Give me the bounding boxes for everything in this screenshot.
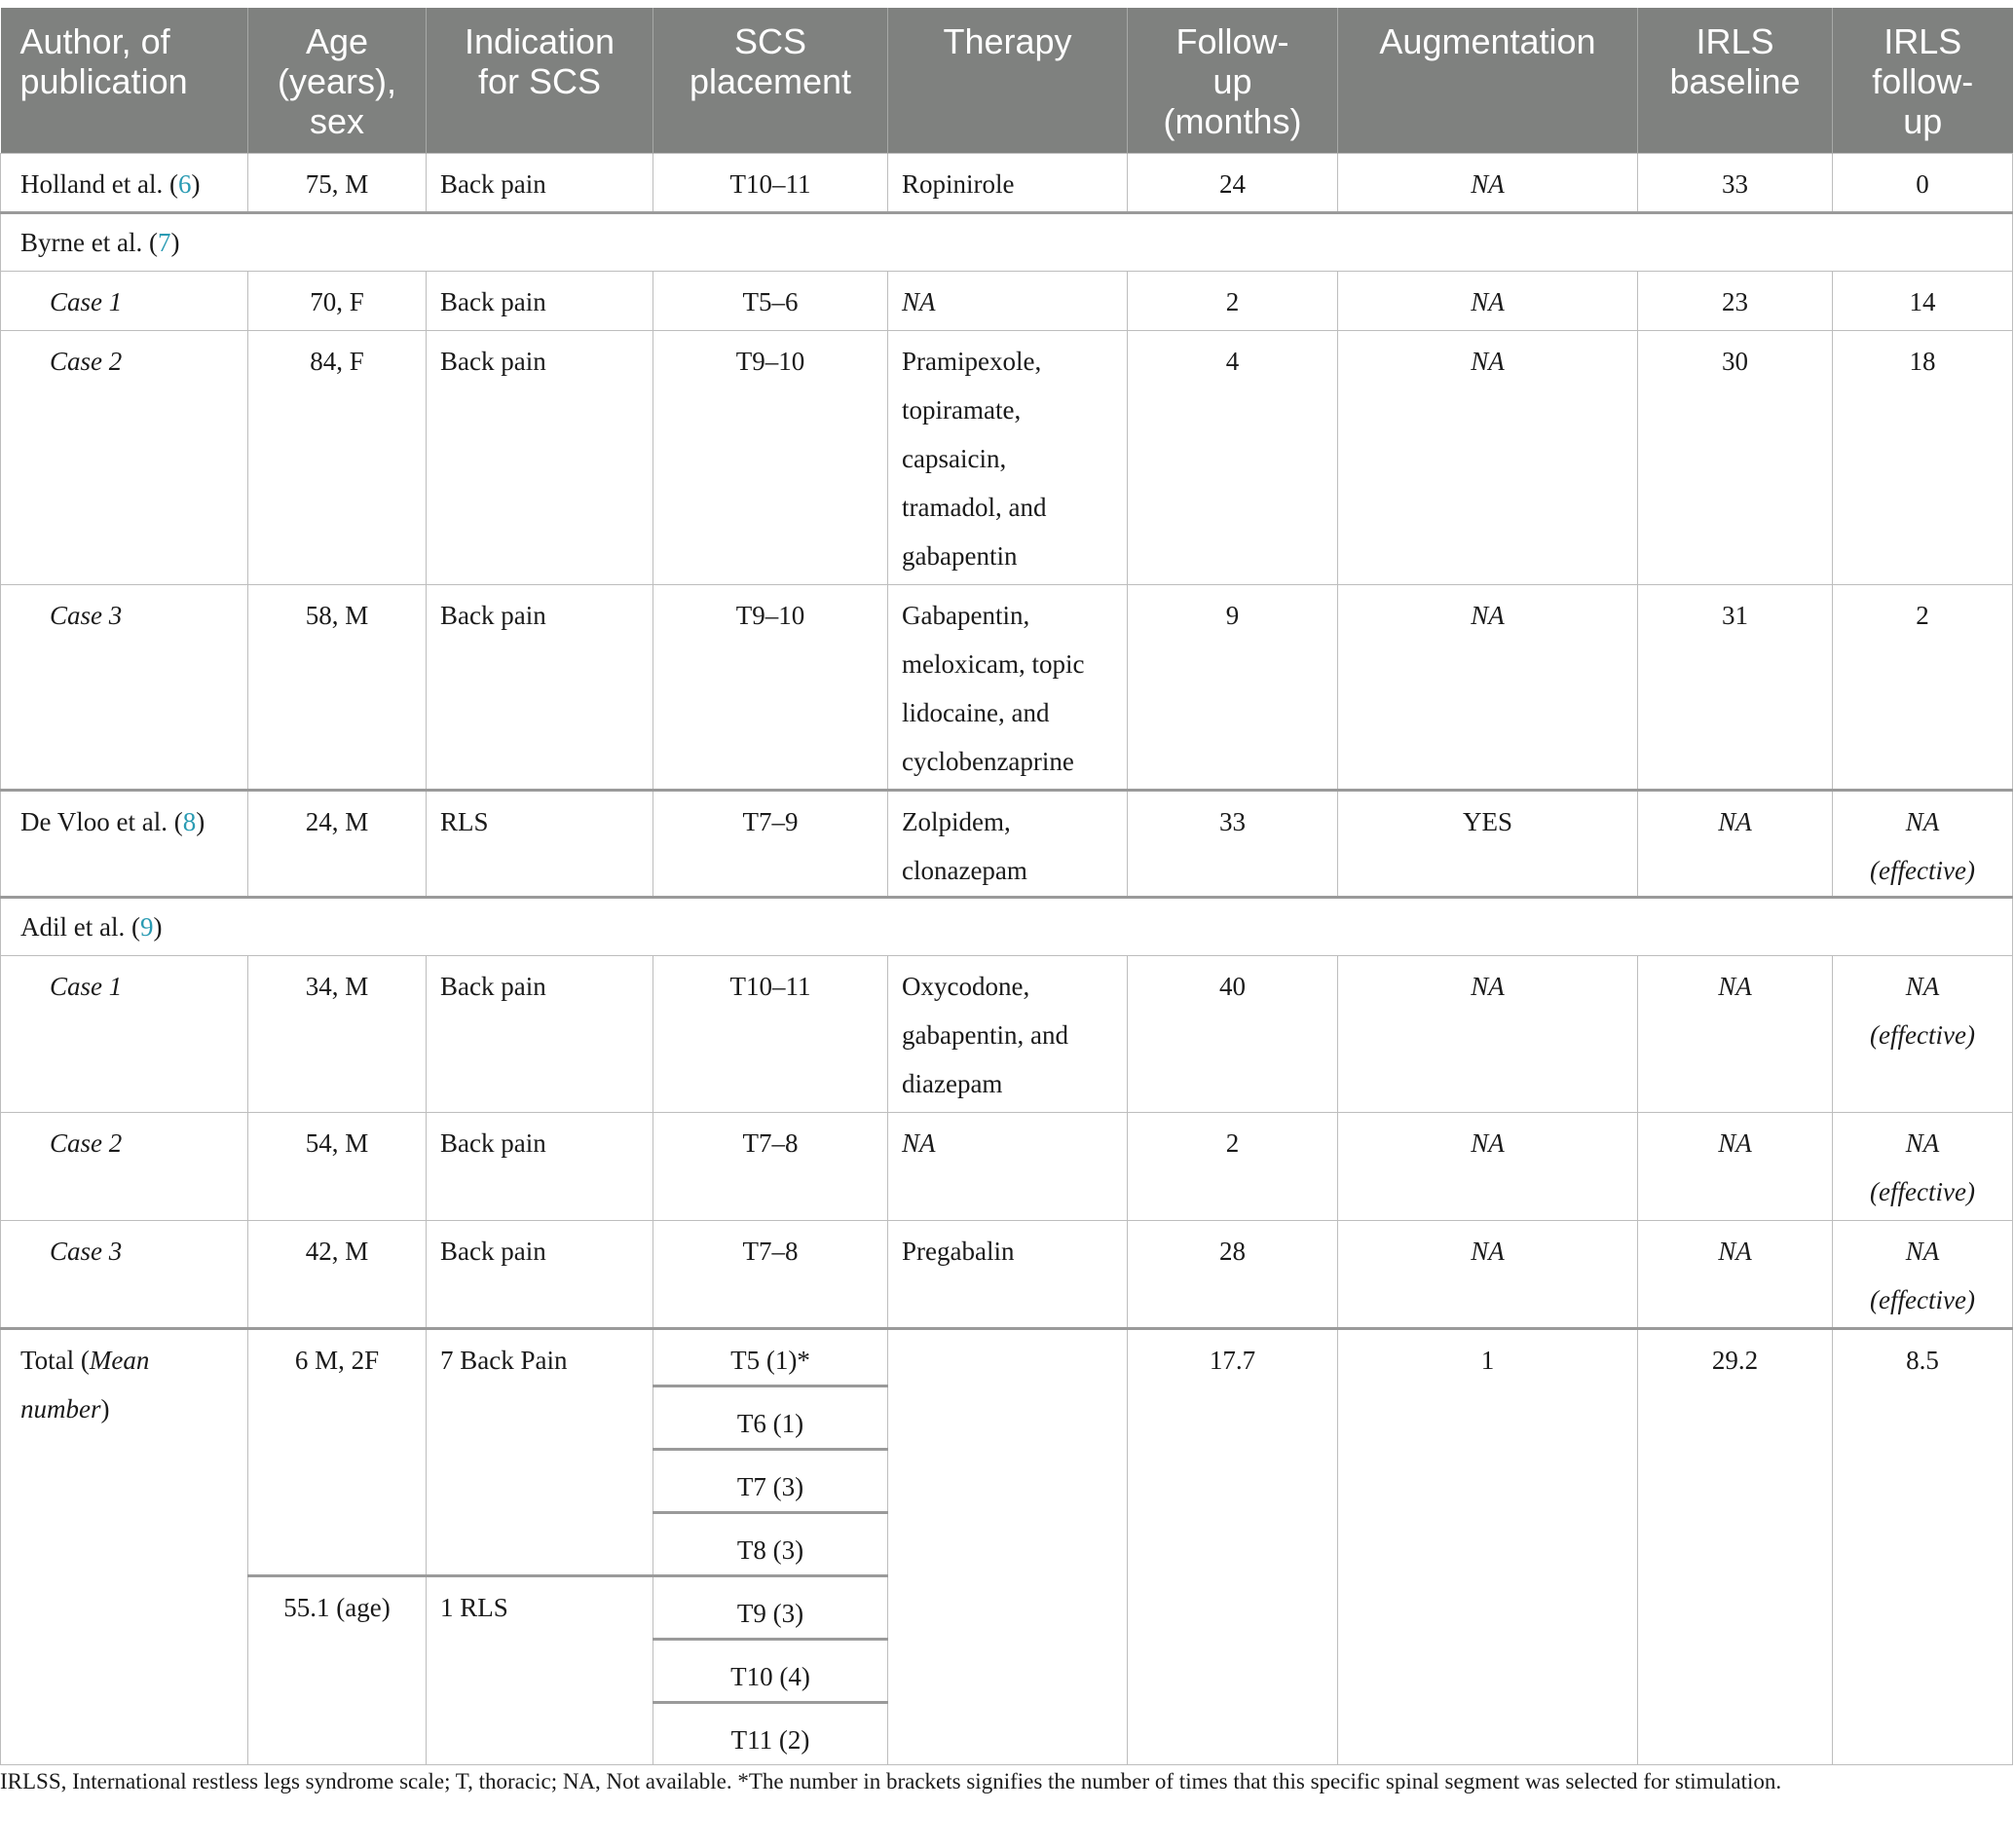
- indication-cell: Back pain: [427, 331, 653, 585]
- case-label: Case 3: [1, 1221, 248, 1329]
- indication-cell: Back pain: [427, 956, 653, 1113]
- total-row: [1, 1329, 2013, 1386]
- therapy-cell: Zolpidem, clonazepam: [888, 791, 1128, 898]
- reference-link[interactable]: 6: [177, 169, 192, 199]
- therapy-cell: NA: [888, 272, 1128, 331]
- indication-cell: Back pain: [427, 154, 653, 213]
- placement-cell: T10–11: [653, 154, 888, 213]
- followup-cell: 4: [1128, 331, 1338, 585]
- placement-cell: T9–10: [653, 331, 888, 585]
- header-therapy: Therapy: [888, 8, 1128, 154]
- reference-link[interactable]: 9: [139, 912, 154, 942]
- table-container: [0, 8, 2014, 1765]
- case-label: Case 3: [1, 585, 248, 791]
- age-cell: 34, M: [248, 956, 427, 1113]
- therapy-cell: Oxycodone, gabapentin, and diazepam: [888, 956, 1128, 1113]
- followup-cell: 33: [1128, 791, 1338, 898]
- irls-followup-cell: NA (effective): [1833, 1221, 2013, 1329]
- header-indication: Indication for SCS: [427, 8, 653, 154]
- therapy-cell: Pramipexole, topiramate, capsaicin, tramadol, and gabapentin: [888, 331, 1128, 585]
- case-label: Case 1: [1, 956, 248, 1113]
- irls-followup-cell: 0: [1833, 154, 2013, 213]
- age-cell: 84, F: [248, 331, 427, 585]
- placement-cell: T7–8: [653, 1113, 888, 1221]
- indication-cell: Back pain: [427, 585, 653, 791]
- author-cell: Byrne et al. (7): [1, 213, 2013, 272]
- followup-cell: 9: [1128, 585, 1338, 791]
- irls-baseline-cell: 31: [1638, 585, 1833, 791]
- case-label: Case 1: [1, 272, 248, 331]
- irls-baseline-cell: NA: [1638, 956, 1833, 1113]
- table-row: [1, 154, 2013, 213]
- irls-followup-cell: 18: [1833, 331, 2013, 585]
- age-cell: 54, M: [248, 1113, 427, 1221]
- irls-baseline-cell: 33: [1638, 154, 1833, 213]
- placement-cell: T10–11: [653, 956, 888, 1113]
- irls-followup-cell: 2: [1833, 585, 2013, 791]
- irls-followup-cell: 14: [1833, 272, 2013, 331]
- total-age-cell: 55.1 (age): [248, 1576, 427, 1765]
- total-followup-cell: 17.7: [1128, 1329, 1338, 1765]
- placement-count-cell: T6 (1): [653, 1386, 888, 1450]
- header-age: Age (years), sex: [248, 8, 427, 154]
- data-table: [0, 8, 2013, 1765]
- therapy-cell: Gabapentin, meloxicam, topic lidocaine, and cyclobenzaprine: [888, 585, 1128, 791]
- irls-baseline-cell: NA: [1638, 1113, 1833, 1221]
- placement-count-cell: T7 (3): [653, 1450, 888, 1513]
- table-row: [1, 272, 2013, 331]
- table-row: [1, 1113, 2013, 1221]
- total-label: Total (Mean number): [1, 1329, 248, 1765]
- followup-cell: 24: [1128, 154, 1338, 213]
- followup-cell: 40: [1128, 956, 1338, 1113]
- augmentation-cell: YES: [1338, 791, 1638, 898]
- total-therapy-cell: [888, 1329, 1128, 1765]
- header-irls-followup: IRLS follow- up: [1833, 8, 2013, 154]
- irls-followup-cell: NA (effective): [1833, 1113, 2013, 1221]
- age-cell: 58, M: [248, 585, 427, 791]
- placement-count-cell: T5 (1)*: [653, 1329, 888, 1386]
- placement-cell: T5–6: [653, 272, 888, 331]
- reference-link[interactable]: 7: [157, 228, 171, 257]
- table-row: [1, 213, 2013, 272]
- irls-baseline-cell: 23: [1638, 272, 1833, 331]
- irls-followup-cell: NA (effective): [1833, 791, 2013, 898]
- placement-cell: T7–9: [653, 791, 888, 898]
- header-irls-baseline: IRLS baseline: [1638, 8, 1833, 154]
- augmentation-cell: NA: [1338, 1113, 1638, 1221]
- table-row: [1, 331, 2013, 585]
- author-cell: Adil et al. (9): [1, 898, 2013, 956]
- placement-count-cell: T10 (4): [653, 1640, 888, 1703]
- header-row: [1, 8, 2013, 154]
- table-row: [1, 791, 2013, 898]
- header-author: Author, of publication: [1, 8, 248, 154]
- therapy-cell: Ropinirole: [888, 154, 1128, 213]
- header-followup: Follow- up (months): [1128, 8, 1338, 154]
- augmentation-cell: NA: [1338, 585, 1638, 791]
- placement-count-cell: T8 (3): [653, 1513, 888, 1576]
- table-footnote: IRLSS, International restless legs syndrome scale; T, thoracic; NA, Not available. *The number in brackets signifies the number of times that this specific spinal segment was selected for stimulation.: [0, 1769, 1782, 1793]
- reference-link[interactable]: 8: [182, 807, 197, 836]
- total-indication-cell: 1 RLS: [427, 1576, 653, 1765]
- placement-count-cell: T9 (3): [653, 1576, 888, 1640]
- augmentation-cell: NA: [1338, 1221, 1638, 1329]
- placement-count-cell: T11 (2): [653, 1703, 888, 1765]
- irls-baseline-cell: 30: [1638, 331, 1833, 585]
- table-row: [1, 585, 2013, 791]
- augmentation-cell: NA: [1338, 331, 1638, 585]
- case-label: Case 2: [1, 331, 248, 585]
- table-row: [1, 898, 2013, 956]
- total-irls-followup-cell: 8.5: [1833, 1329, 2013, 1765]
- followup-cell: 2: [1128, 1113, 1338, 1221]
- age-cell: 24, M: [248, 791, 427, 898]
- indication-cell: Back pain: [427, 1221, 653, 1329]
- total-sex-cell: 6 M, 2F: [248, 1329, 427, 1576]
- header-augmentation: Augmentation: [1338, 8, 1638, 154]
- author-cell: Holland et al. (6): [1, 154, 248, 213]
- table-row: [1, 956, 2013, 1113]
- indication-cell: RLS: [427, 791, 653, 898]
- therapy-cell: NA: [888, 1113, 1128, 1221]
- age-cell: 70, F: [248, 272, 427, 331]
- indication-cell: Back pain: [427, 272, 653, 331]
- table-row: [1, 1221, 2013, 1329]
- indication-cell: Back pain: [427, 1113, 653, 1221]
- followup-cell: 28: [1128, 1221, 1338, 1329]
- augmentation-cell: NA: [1338, 154, 1638, 213]
- author-cell: De Vloo et al. (8): [1, 791, 248, 898]
- augmentation-cell: NA: [1338, 956, 1638, 1113]
- age-cell: 42, M: [248, 1221, 427, 1329]
- total-augmentation-cell: 1: [1338, 1329, 1638, 1765]
- irls-baseline-cell: NA: [1638, 1221, 1833, 1329]
- irls-baseline-cell: NA: [1638, 791, 1833, 898]
- case-label: Case 2: [1, 1113, 248, 1221]
- age-cell: 75, M: [248, 154, 427, 213]
- total-irls-baseline-cell: 29.2: [1638, 1329, 1833, 1765]
- placement-cell: T7–8: [653, 1221, 888, 1329]
- followup-cell: 2: [1128, 272, 1338, 331]
- header-placement: SCS placement: [653, 8, 888, 154]
- therapy-cell: Pregabalin: [888, 1221, 1128, 1329]
- placement-cell: T9–10: [653, 585, 888, 791]
- irls-followup-cell: NA (effective): [1833, 956, 2013, 1113]
- augmentation-cell: NA: [1338, 272, 1638, 331]
- total-indication-cell: 7 Back Pain: [427, 1329, 653, 1576]
